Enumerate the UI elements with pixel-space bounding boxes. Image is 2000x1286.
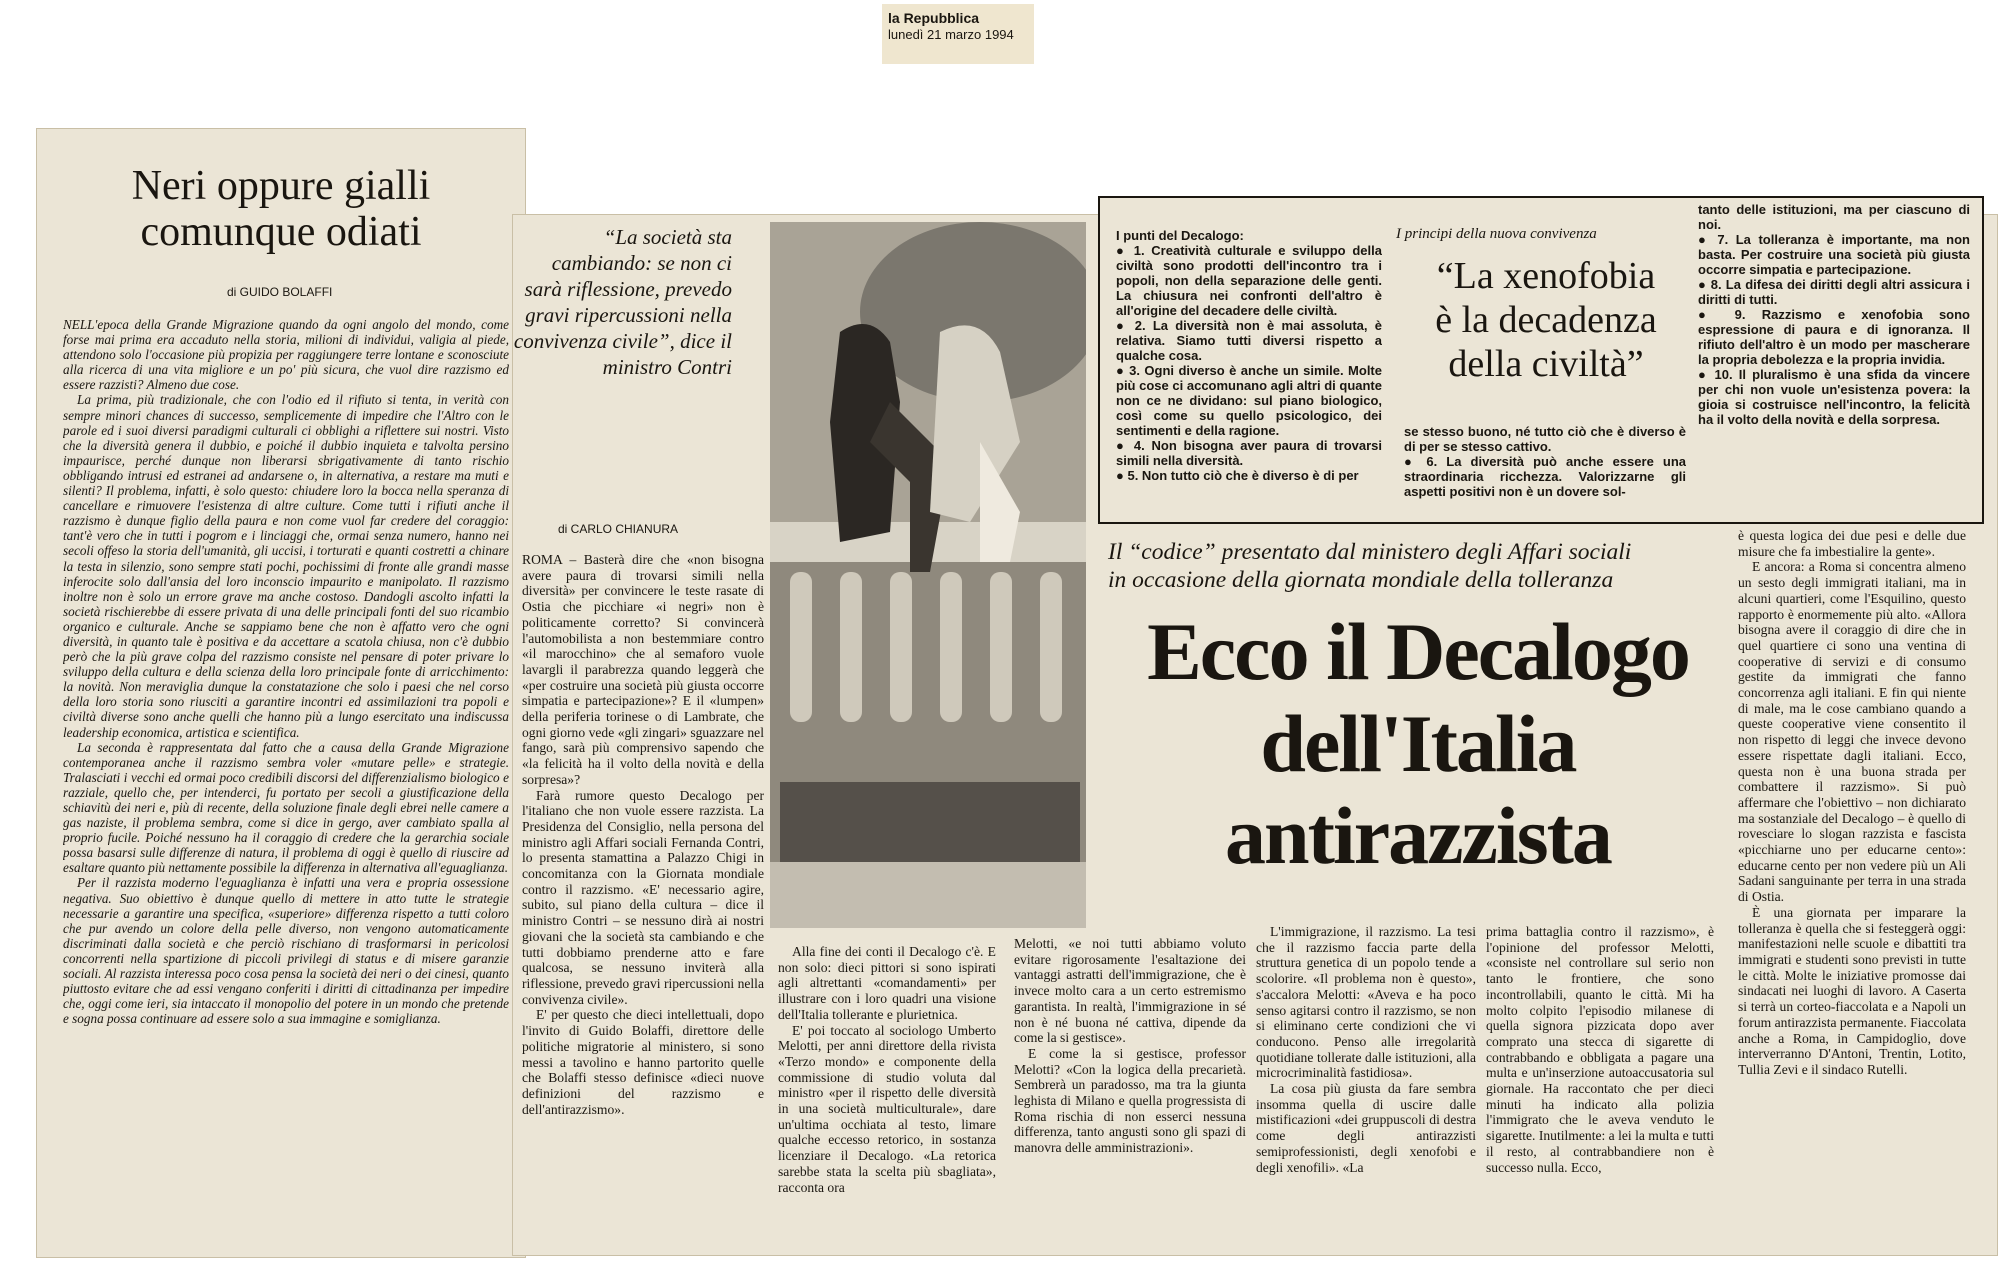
- decalogue-item-1: ● 1. Creatività culturale e sviluppo della civiltà sono prodotti dell'incontro tra i popoli, non della separazione delle genti. La chiusura nei confronti dell'altro è all'origine del decadere delle civiltà.: [1116, 243, 1382, 318]
- pull-quote: “La società sta cambiando: se non ci sarà riflessione, prevedo gravi ripercussioni nella convivenza civile”, dice il ministro Contri: [513, 225, 732, 379]
- decalogue-box: [1098, 196, 1984, 524]
- main-col3-p2: E come la si gestisce, professor Melotti? «Con la logica della precarietà. Sembrerà un paradosso, ma tra la giunta leghista di Milano e quella progressista di Roma rischia di non esserci nessuna differenza, tanto angusti sono gli spazi di manovra delle amministrazioni».: [1014, 1045, 1246, 1156]
- left-paragraph-1: NELL'epoca della Grande Migrazione quando da ogni angolo del mondo, come forse mai prima era accaduto nella storia, milioni di individui, valigia al piede, attendono solo l'occasione più propizia per raggiungere terre lontane e sconosciute alla ricerca di una vita migliore e un po' più sicura, che vuol dire razzismo ed essere razzisti? Almeno due cose.: [63, 317, 509, 393]
- main-col2-p2: E' poi toccato al sociologo Umberto Melotti, per anni direttore della rivista «Terzo mondo» e componente della commissione di studio voluta dal ministro «per il rispetto delle diversità in una società multiculturale», dare un'ultima occhiata al testo, limare qualche eccesso retorico, in sostanza licenziare il Decalogo. «La retorica sarebbe stata la scelta più sbagliata», racconta ora: [778, 1022, 996, 1195]
- main-kicker: [1108, 538, 1744, 594]
- quote-line-3: della civiltà”: [1448, 343, 1644, 385]
- main-col6-p2: E ancora: a Roma si concentra almeno un sesto degli immigrati italiani, ma in alcuni quartieri, come l'Esquilino, questo rapporto è enormemente più alto. «Allora bisogna avere il coraggio di dire che in quel quartiere ci sono una ventina di cooperative di servizi e di consumo gestite da immigrati che fanno concorrenza agli italiani. E fin qui niente di male, ma le cose cambiano quando a queste cooperative viene consentito il non rispetto di leggi che invece devono essere rispettate dagli italiani. Ecco, questa non è una buona strada per combattere il razzismo». Si può affermare che l'obiettivo – non dichiarato ma sostanziale del Decalogo – è quello di rovesciare lo slogan razzista e fascista «picchiarne uno per educarne cento»: educarne cento per non vedere più un Ali Sadani sanguinante per terra in una strada di Ostia.: [1738, 559, 1966, 905]
- decalogue-right-column: [1698, 202, 1970, 518]
- main-col2-p1: Alla fine dei conti il Decalogo c'è. E non solo: dieci pittori si sono ispirati agli altrettanti «comandamenti» per illustrare con i loro quadri una visione dell'Italia tollerante e plurietnica.: [778, 944, 996, 1022]
- decalogue-item-8: ● 8. La difesa dei diritti degli altri assicura i diritti di tutti.: [1698, 277, 1970, 307]
- main-column-1: [522, 552, 764, 1224]
- main-col1-p3: E' per questo che dieci intellettuali, dopo l'invito di Guido Bolaffi, direttore delle politiche migratorie al ministero, si sono messi a tavolino e hanno partorito quelle che Bolaffi stesso definisce «dieci nuove definizioni del razzismo e dell'antirazzismo».: [522, 1007, 764, 1117]
- decalogue-item-7: ● 7. La tolleranza è importante, ma non basta. Per costruire una società più giusta occorre simpatia e partecipazione.: [1698, 232, 1970, 277]
- main-col1-p2: Farà rumore questo Decalogo per l'italiano che non vuole essere razzista. La Presidenza del Consiglio, nella persona del ministro agli Affari sociali Fernanda Contri, lo presenta stamattina a Palazzo Chigi in concomitanza con la Giornata mondiale contro il razzismo. «E' necessario agire, subito, sul piano della cultura – dice il ministro Contri – se nessuno dirà ai nostri giovani che la società sta cambiando e che tutti dobbiamo prenderne atto e fare qualcosa, se nessuno inviterà alla riflessione, prevedo gravi ripercussioni nella convivenza civile».: [522, 787, 764, 1007]
- left-paragraph-3: La seconda è rappresentata dal fatto che a causa della Grande Migrazione contemporanea anche il razzismo sembra voler «mutare pelle» e strategie. Tralasciati i vecchi ed ormai poco credibili discorsi del differenzialismo biologico e razziale, quello che, per intenderci, fu portato per secoli a giustificazione della schiavitù dei neri e, più di recente, della soluzione finale degli ebrei nelle camere a gas naziste, il problema sembra, come si dice in gergo, aver cambiato spalla al proprio fucile. Poiché nessuno ha il coraggio di credere che la gerarchia sociale possa basarsi sulle differenze di natura, il problema di oggi è quello di riuscire ad esaltare quanto più nettamente possibile la differenza in alternativa all'eguaglianza.: [63, 739, 509, 876]
- headline-line-3: antirazzista: [1225, 790, 1611, 881]
- main-col3-p1: Melotti, «e noi tutti abbiamo voluto evitare rigorosamente l'esaltazione dei vantaggi astratti dell'immigrazione, che è invece molto cara a un certo estremismo garantista. In realtà, l'immigrazione in sé non è né buona né cattiva, dipende da come la si gestisce».: [1014, 936, 1246, 1046]
- left-article-byline: di GUIDO BOLAFFI: [227, 285, 333, 299]
- main-col6-p1: è questa logica dei due pesi e delle due misure che fa imbestialire la gente».: [1738, 528, 1966, 559]
- left-article-body: [63, 317, 509, 1247]
- decalogue-quote: [1396, 254, 1696, 386]
- kicker-line-2: in occasione della giornata mondiale della tolleranza: [1108, 567, 1614, 593]
- newspaper-name: la Repubblica: [888, 10, 980, 26]
- main-column-5: [1486, 924, 1714, 1230]
- kicker-line-1: Il “codice” presentato dal ministero degli Affari sociali: [1108, 539, 1632, 565]
- decalogue-item-4: ● 4. Non bisogna aver paura di trovarsi simili nella diversità.: [1116, 438, 1382, 468]
- left-paragraph-2: La prima, più tradizionale, che con l'odio ed il rifiuto si tenta, in verità con sempre minori chances di successo, semplicemente di impedire che l'Altro con le parole ed i suoi diversi paradigmi culturali ci obblighi a riflettere sui nostri. Visto che la diversità genera il dubbio, e poiché il dubbio inquieta e talvolta persino impaurisce, perché dunque non liberarsi sbrigativamente di tanto rischio obbligando intrusi ed estranei ad andarsene o, in alternativa, a restare ma muti e silenti? Il problema, infatti, è solo questo: chiudere loro la bocca nella speranza di cancellare e rimuovere l'esistenza di altre culture. Come tutti i rifiuti anche il razzismo è dunque figlio della paura e non come vuol far credere del coraggio: tant'è vero che in tutti i pogrom e i linciaggi che, ormai senza numero, hanno nei secoli offeso la storia dell'umanità, gli uccisi, i torturati e quanti costretti a chinare la testa in silenzio, sono sempre stati pochi, pochissimi di fronte alle grandi masse inferocite solo dall'ansia del loro inconscio impaurito e manipolato. Il razzismo inoltre non è solo un errore grave ma anche costoso. Dandogli ascolto infatti la società rischierebbe di essere privata di una delle principali fonti del suo ricambio organico e culturale. Anche se sappiamo bene che non è affatto vero che ogni diversità, in quanto tale è positiva e da accettare a scatola chiusa, non c'è dubbio però che la più grave colpa del razzismo consiste nel pensare di poter privare lo sviluppo della cultura e della scienza della loro principale fonte di arricchimento: la novità. Non meraviglia dunque la constatazione che solo i paesi che nel corso della loro storia sono riusciti a garantire incontri ed assimilazioni tra popoli e civiltà diverse sono anche quelli che hanno più a lungo esercitato una indiscussa leadership economica, artistica e scientifica.: [63, 392, 509, 740]
- main-article-byline: di CARLO CHIANURA: [558, 522, 679, 536]
- decalogue-right-continuation: tanto delle istituzioni, ma per ciascuno di noi.: [1698, 202, 1970, 232]
- decalogue-item-5: ● 5. Non tutto ciò che è diverso è di per: [1116, 468, 1359, 483]
- publication-date: lunedì 21 marzo 1994: [888, 27, 1014, 42]
- decalogue-item-2: ● 2. La diversità non è mai assoluta, è relativa. Siamo tutti diversi rispetto a qualche cosa.: [1116, 318, 1382, 363]
- title-line-1: Neri oppure gialli: [131, 163, 431, 209]
- main-column-3: [1014, 936, 1246, 1230]
- main-column-2: [778, 944, 996, 1230]
- main-col4-p2: La cosa più giusta da fare sembra insomma quella di uscire dalle mistificazioni «dei gruppuscoli di destra come degli antirazzisti semiprofessionisti, degli xenofobi e degli xenofili». «La: [1256, 1081, 1476, 1175]
- main-column-4: [1256, 924, 1476, 1230]
- main-col1-p1: ROMA – Basterà dire che «non bisogna avere paura di trovarsi simili nella diversità» per convincere le teste rasate di Ostia che picchiare «i negri» non è politicamente corretto? Si convincerà l'automobilista a non bestemmiare contro «il marocchino» che al semaforo vuole lavargli il parabrezza quando leggerà che «per costruire una società più giusta occorre simpatia e partecipazione»? E il «lumpen» della periferia torinese o di Lambrate, che ogni giorno vede «gli zingari» sguazzare nel fango, sarà più comprensivo sapendo che «la felicità ha il volto della novità e della sorpresa»?: [522, 552, 764, 787]
- left-paragraph-4: Per il razzista moderno l'eguaglianza è infatti una vera e propria ossessione negativa. Suo obiettivo è dunque quello di mettere in atto tutte le strategie necessarie a garantire una specifica, «superiore» differenza rispetto a tutti coloro che pur avendo un colore della pelle diverso, non vengono automaticamente discriminati dalla società e che perciò rischiano di trasformarsi in pericolosi concorrenti nella spartizione di piccoli privilegi di status e di misere garanzie sociali. Al razzista interessa poco cosa pensa la società dei neri o dei cinesi, quanto piuttosto evitare che ad essi vengano conferiti i diritti di cittadinanza per impedire che, oggi come ieri, sia intaccato il monopolio del potere in un mondo che pretende e sogna possa continuare ad essere solo a sua immagine e somiglianza.: [63, 875, 509, 1027]
- left-article-title: [37, 163, 525, 255]
- decalogue-item-6: ● 6. La diversità può anche essere una straordinaria ricchezza. Valorizzarne gli aspetti positivi non è un dovere sol-: [1404, 454, 1686, 499]
- masthead-clipping: [882, 4, 1034, 64]
- main-col5-p1: prima battaglia contro il razzismo», è l'opinione del professor Melotti, «consiste nel controllare sul serio non tanto le frontiere, che sono incontrollabili, quanto le città. Mi ha molto colpito l'episodio milanese di quella signora pizzicata dopo aver comprato una stecca di sigarette di contrabbando e obbligata a pagare una multa e un'inserzione autoaccusatoria sul giornale. Ha raccontato che per dieci minuti ha indicato alla polizia l'immigrato che le aveva venduto le sigarette. Inutilmente: a lei la multa e tutti il resto, al contrabbandiere non è successo nulla. Ecco,: [1486, 924, 1714, 1175]
- decalogue-center-text: [1404, 424, 1686, 516]
- headline-line-2: dell'Italia: [1260, 698, 1576, 789]
- decalogue-heading: I punti del Decalogo:: [1116, 228, 1244, 243]
- main-column-6: [1738, 528, 1966, 1230]
- left-article-clipping: [36, 128, 526, 1258]
- main-col6-p3: È una giornata per imparare la tolleranza è quella che si festeggerà oggi: manifestazioni nelle scuole e dibattiti tra immigrati e studenti sono previsti in tutte le città. Molte le iniziative promosse dai sindacati nei luoghi di lavoro. A Caserta si terrà un corteo-fiaccolata e a Napoli un forum antirazzista permanente. Fiaccolata anche a Roma, in Campidoglio, dove interverranno D'Antoni, Trentin, Lotito, Tullia Zevi e il sindaco Rutelli.: [1738, 904, 1966, 1077]
- decalogue-center-kicker: I principi della nuova convivenza: [1396, 226, 1597, 242]
- quote-line-2: è la decadenza: [1435, 299, 1657, 341]
- decalogue-center-continuation: se stesso buono, né tutto ciò che è diverso è di per se stesso cattivo.: [1404, 424, 1686, 454]
- decalogue-item-10: ● 10. Il pluralismo è una sfida da vincere per chi non vuole un'esistenza povera: la gioia si costruisce nell'incontro, la felicità ha il volto della novità e della sorpresa.: [1698, 367, 1970, 427]
- decalogue-item-3: ● 3. Ogni diverso è anche un simile. Molte più cose ci accomunano agli altri di quante non ce ne dividano: sul piano biologico, così come su quello psicologico, dei sentimenti e della ragione.: [1116, 363, 1382, 438]
- quote-line-1: “La xenofobia: [1436, 255, 1656, 297]
- main-col4-p1: L'immigrazione, il razzismo. La tesi che il razzismo faccia parte della struttura genetica di un popolo tende a scolorire. «Il problema non è questo», s'accalora Melotti: «Aveva e ha poco senso agitarsi contro il razzismo, se non si eliminano certe condizioni che vi conducono. Penso alle irregolarità quotidiane tollerate dalle istituzioni, alla microcriminalità fastidiosa».: [1256, 924, 1476, 1081]
- decalogue-item-9: ● 9. Razzismo e xenofobia sono espressione di paura e di ignoranza. Il rifiuto dell'altro è un modo per mascherare la propria debolezza e la propria invidia.: [1698, 307, 1970, 367]
- news-photo: [770, 222, 1086, 928]
- headline-line-1: Ecco il Decalogo: [1147, 606, 1689, 697]
- main-headline: [1108, 606, 1728, 882]
- title-line-2: comunque odiati: [140, 209, 422, 255]
- photo-illustration: [770, 222, 1086, 928]
- decalogue-left-column: [1116, 228, 1382, 518]
